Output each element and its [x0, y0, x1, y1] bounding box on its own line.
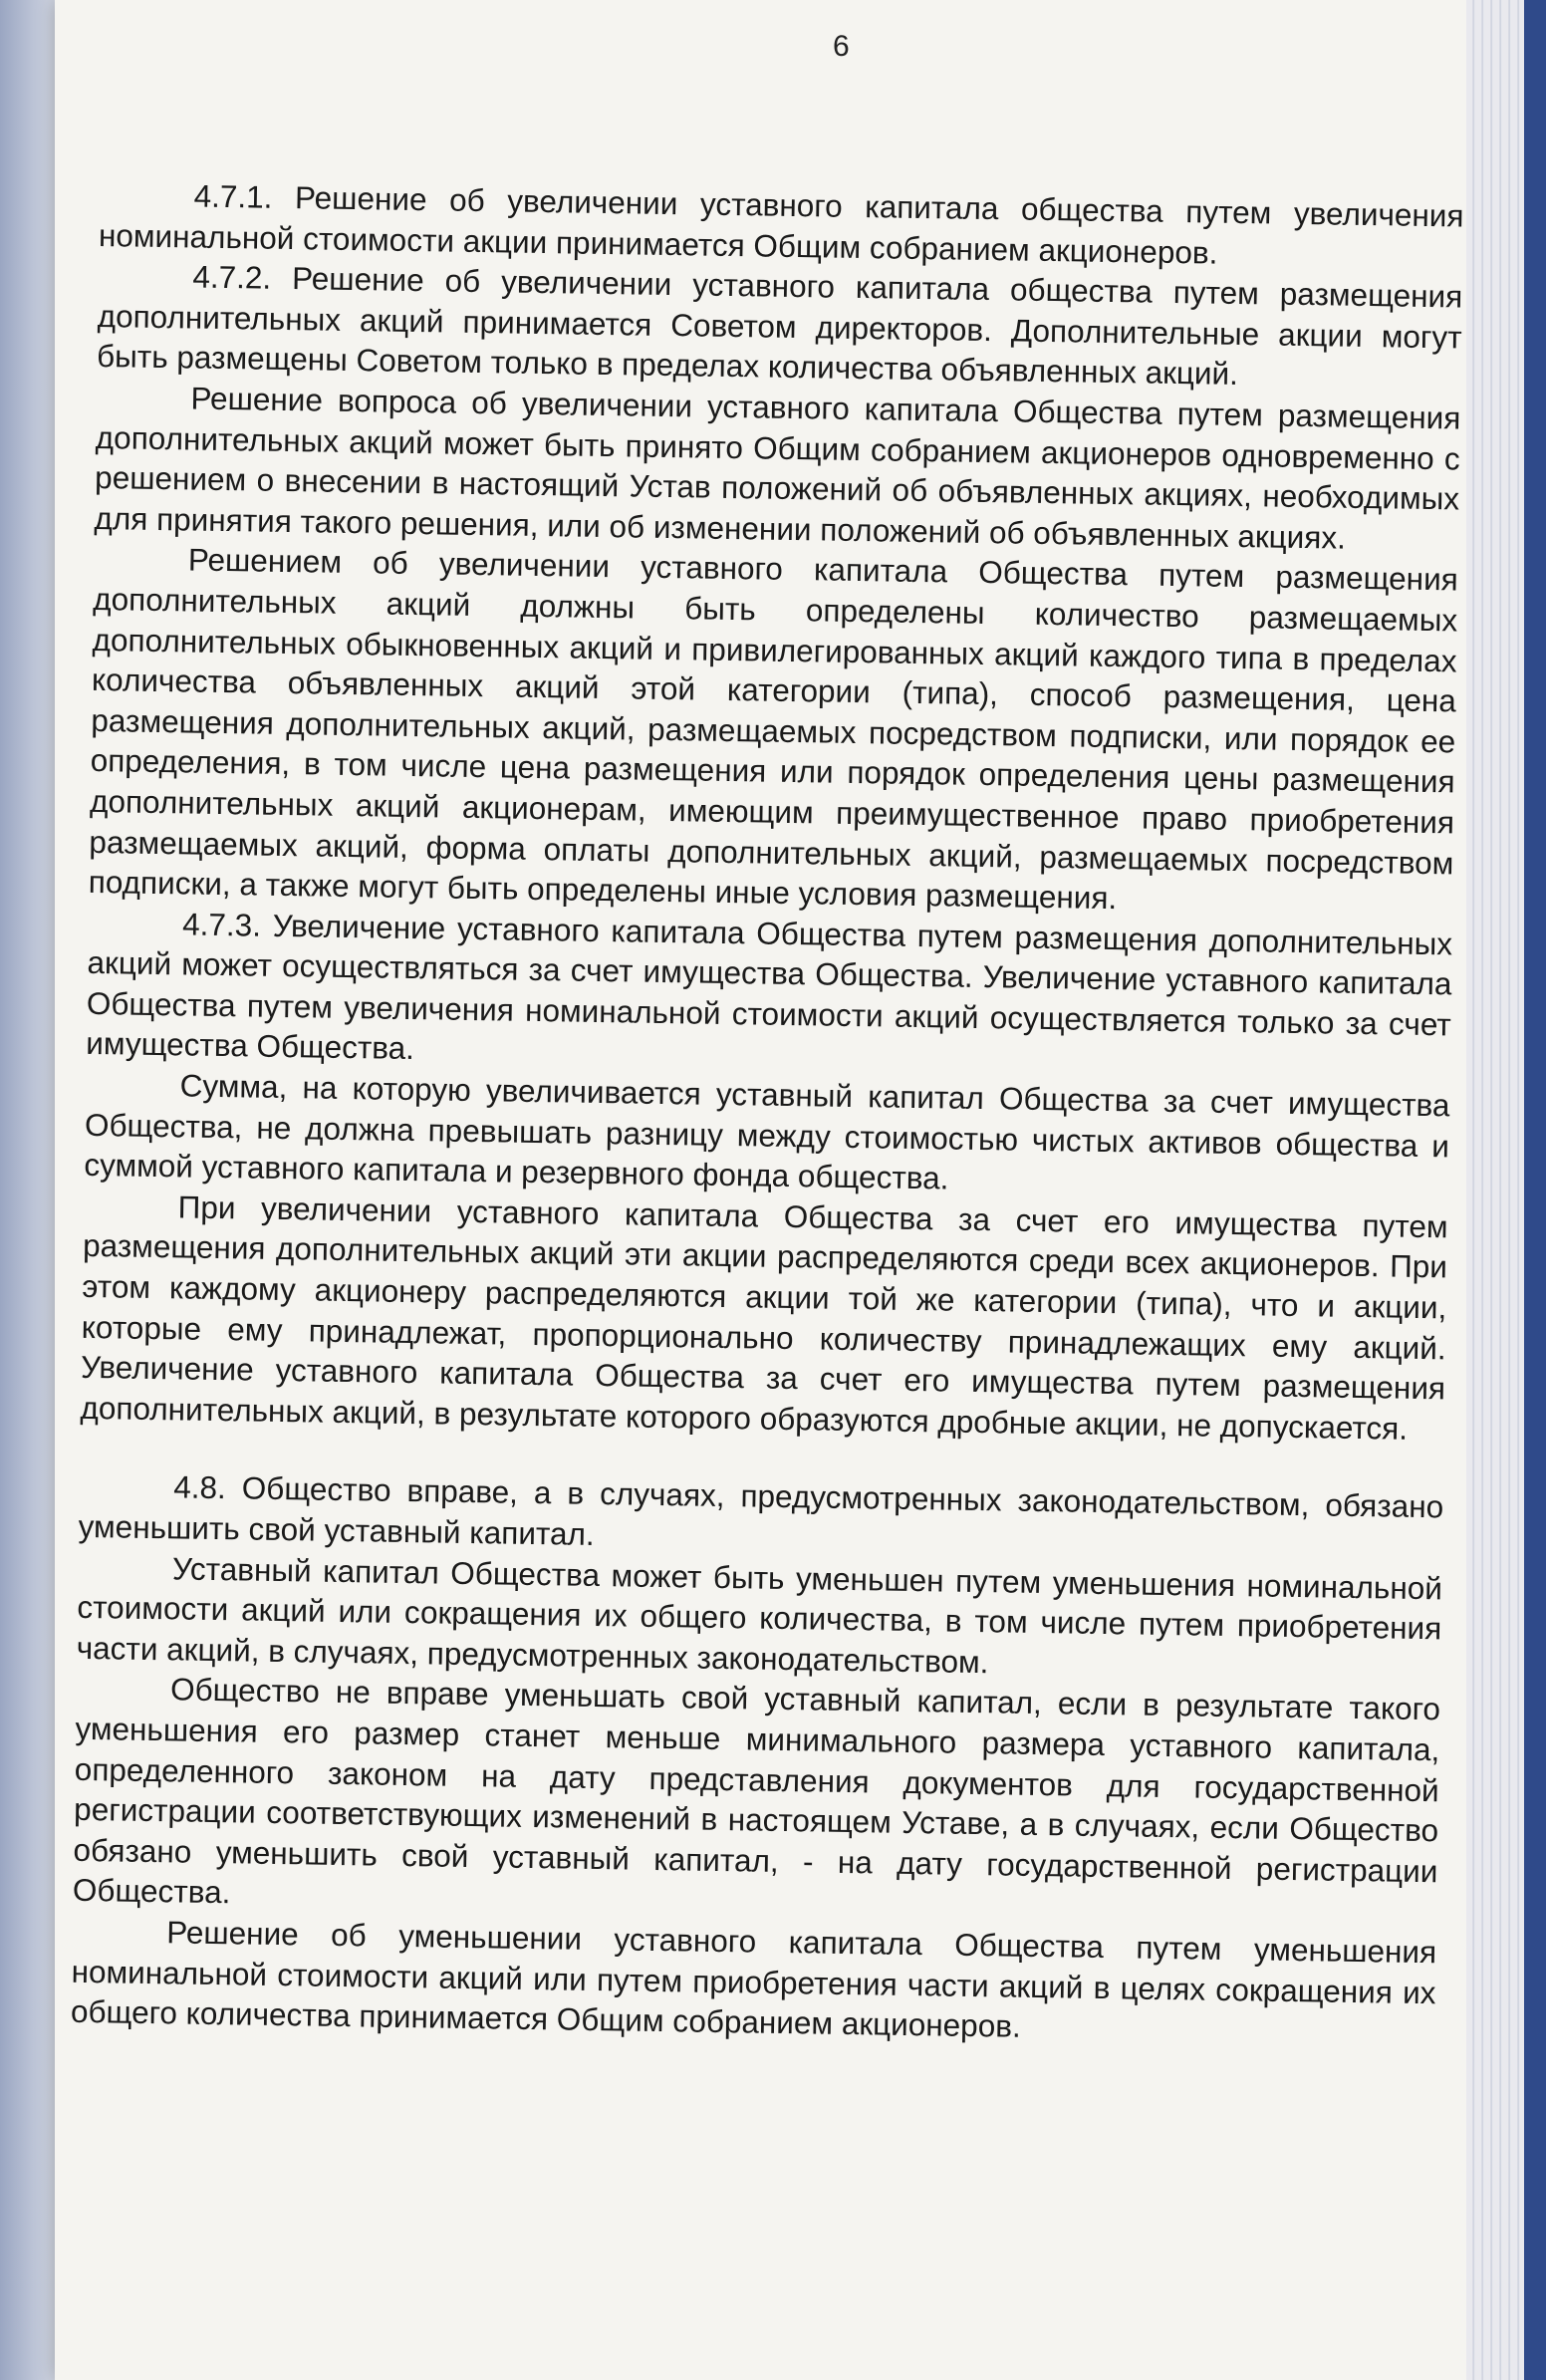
- paragraph-4-7-1: 4.7.1. Решение об увеличении уставного капитала общества путем увеличения номинальной стоимости акции принимается Общим собранием акционеров.: [98, 177, 1464, 271]
- document-body: [71, 174, 1464, 2053]
- paragraph: Сумма, на которую увеличивается уставный капитал Общества за счет имущества Общества, не должна превышать разницу между стоимостью чистых активов общества и суммой уставного капитала и резервного фонда общества.: [84, 1067, 1450, 1196]
- paragraph: Общество не вправе уменьшать свой уставный капитал, если в результате такого уменьшения его размер станет меньше минимального размера уставного капитала, определенного законом на дату представления документов для государственной регистрации соответствующих изменений в настоящем Уставе, а в случаях, если Общество обязано уменьшить свой уставный капитал, - на дату государственной регистрации Общества.: [72, 1671, 1441, 1911]
- paragraph-4-7-3: 4.7.3. Увеличение уставного капитала Общества путем размещения дополнительных акций может осуществляться за счет имущества Общества. Увеличение уставного капитала Общества путем увеличения номинальной стоимости акций осуществляется только за счет имущества Общества.: [86, 906, 1453, 1067]
- paragraph: Решение вопроса об увеличении уставного капитала Общества путем размещения дополнительных акций может быть принято Общим собранием акционеров одновременно с решением о внесении в настоящий Устав положений об объявленных акциях, необходимых для принятия такого решения, или об изменении положений об объявленных акциях.: [94, 380, 1461, 556]
- page-number: 6: [833, 30, 850, 63]
- paragraph: Решение об уменьшении уставного капитала Общества путем уменьшения номинальной стоимости акций или путем приобретения части акций в целях сокращения их общего количества принимается Общим собранием акционеров.: [70, 1914, 1437, 2044]
- paragraph: Решением об увеличении уставного капитала Общества путем размещения дополнительных акций должны быть определены количество размещаемых дополнительных обыкновенных акций и привилегированных акций каждого типа в пределах количества объявленных акций этой категории (типа), способ размещения, цена размещения дополнительных акций, размещаемых посредством подписки, или порядок ее определения, в том числе цена размещения или порядок определения цены размещения дополнительных акций акционерам, имеющим преимущественное право приобретения размещаемых акций, форма оплаты дополнительных акций, размещаемых посредством подписки, а также могут быть определены иные условия размещения.: [88, 541, 1459, 917]
- paragraph: Уставный капитал Общества может быть уменьшен путем уменьшения номинальной стоимости акций или сокращения их общего количества, в том числе путем приобретения части акций, в случаях, предусмотренных законодательством.: [76, 1549, 1443, 1680]
- cover-edge: [1524, 0, 1546, 2380]
- paragraph-4-7-2: 4.7.2. Решение об увеличении уставного капитала общества путем размещения дополнительных акций принимается Советом директоров. Дополнительные акции могут быть размещены Советом только в пределах количества объявленных акций.: [96, 258, 1463, 393]
- paragraph: При увеличении уставного капитала Общества за счет его имущества путем размещения дополнительных акций эти акции распределяются среди всех акционеров. При этом каждому акционеру распределяются акции той же категории (типа), что и акции, которые ему принадлежат, пропорционально количеству принадлежащих ему акций. Увеличение уставного капитала Общества за счет его имущества путем размещения дополнительных акций, в результате которого образуются дробные акции, не допускается.: [80, 1189, 1448, 1447]
- paragraph-4-8: 4.8. Общество вправе, а в случаях, предусмотренных законодательством, обязано уменьшить свой уставный капитал.: [78, 1468, 1444, 1552]
